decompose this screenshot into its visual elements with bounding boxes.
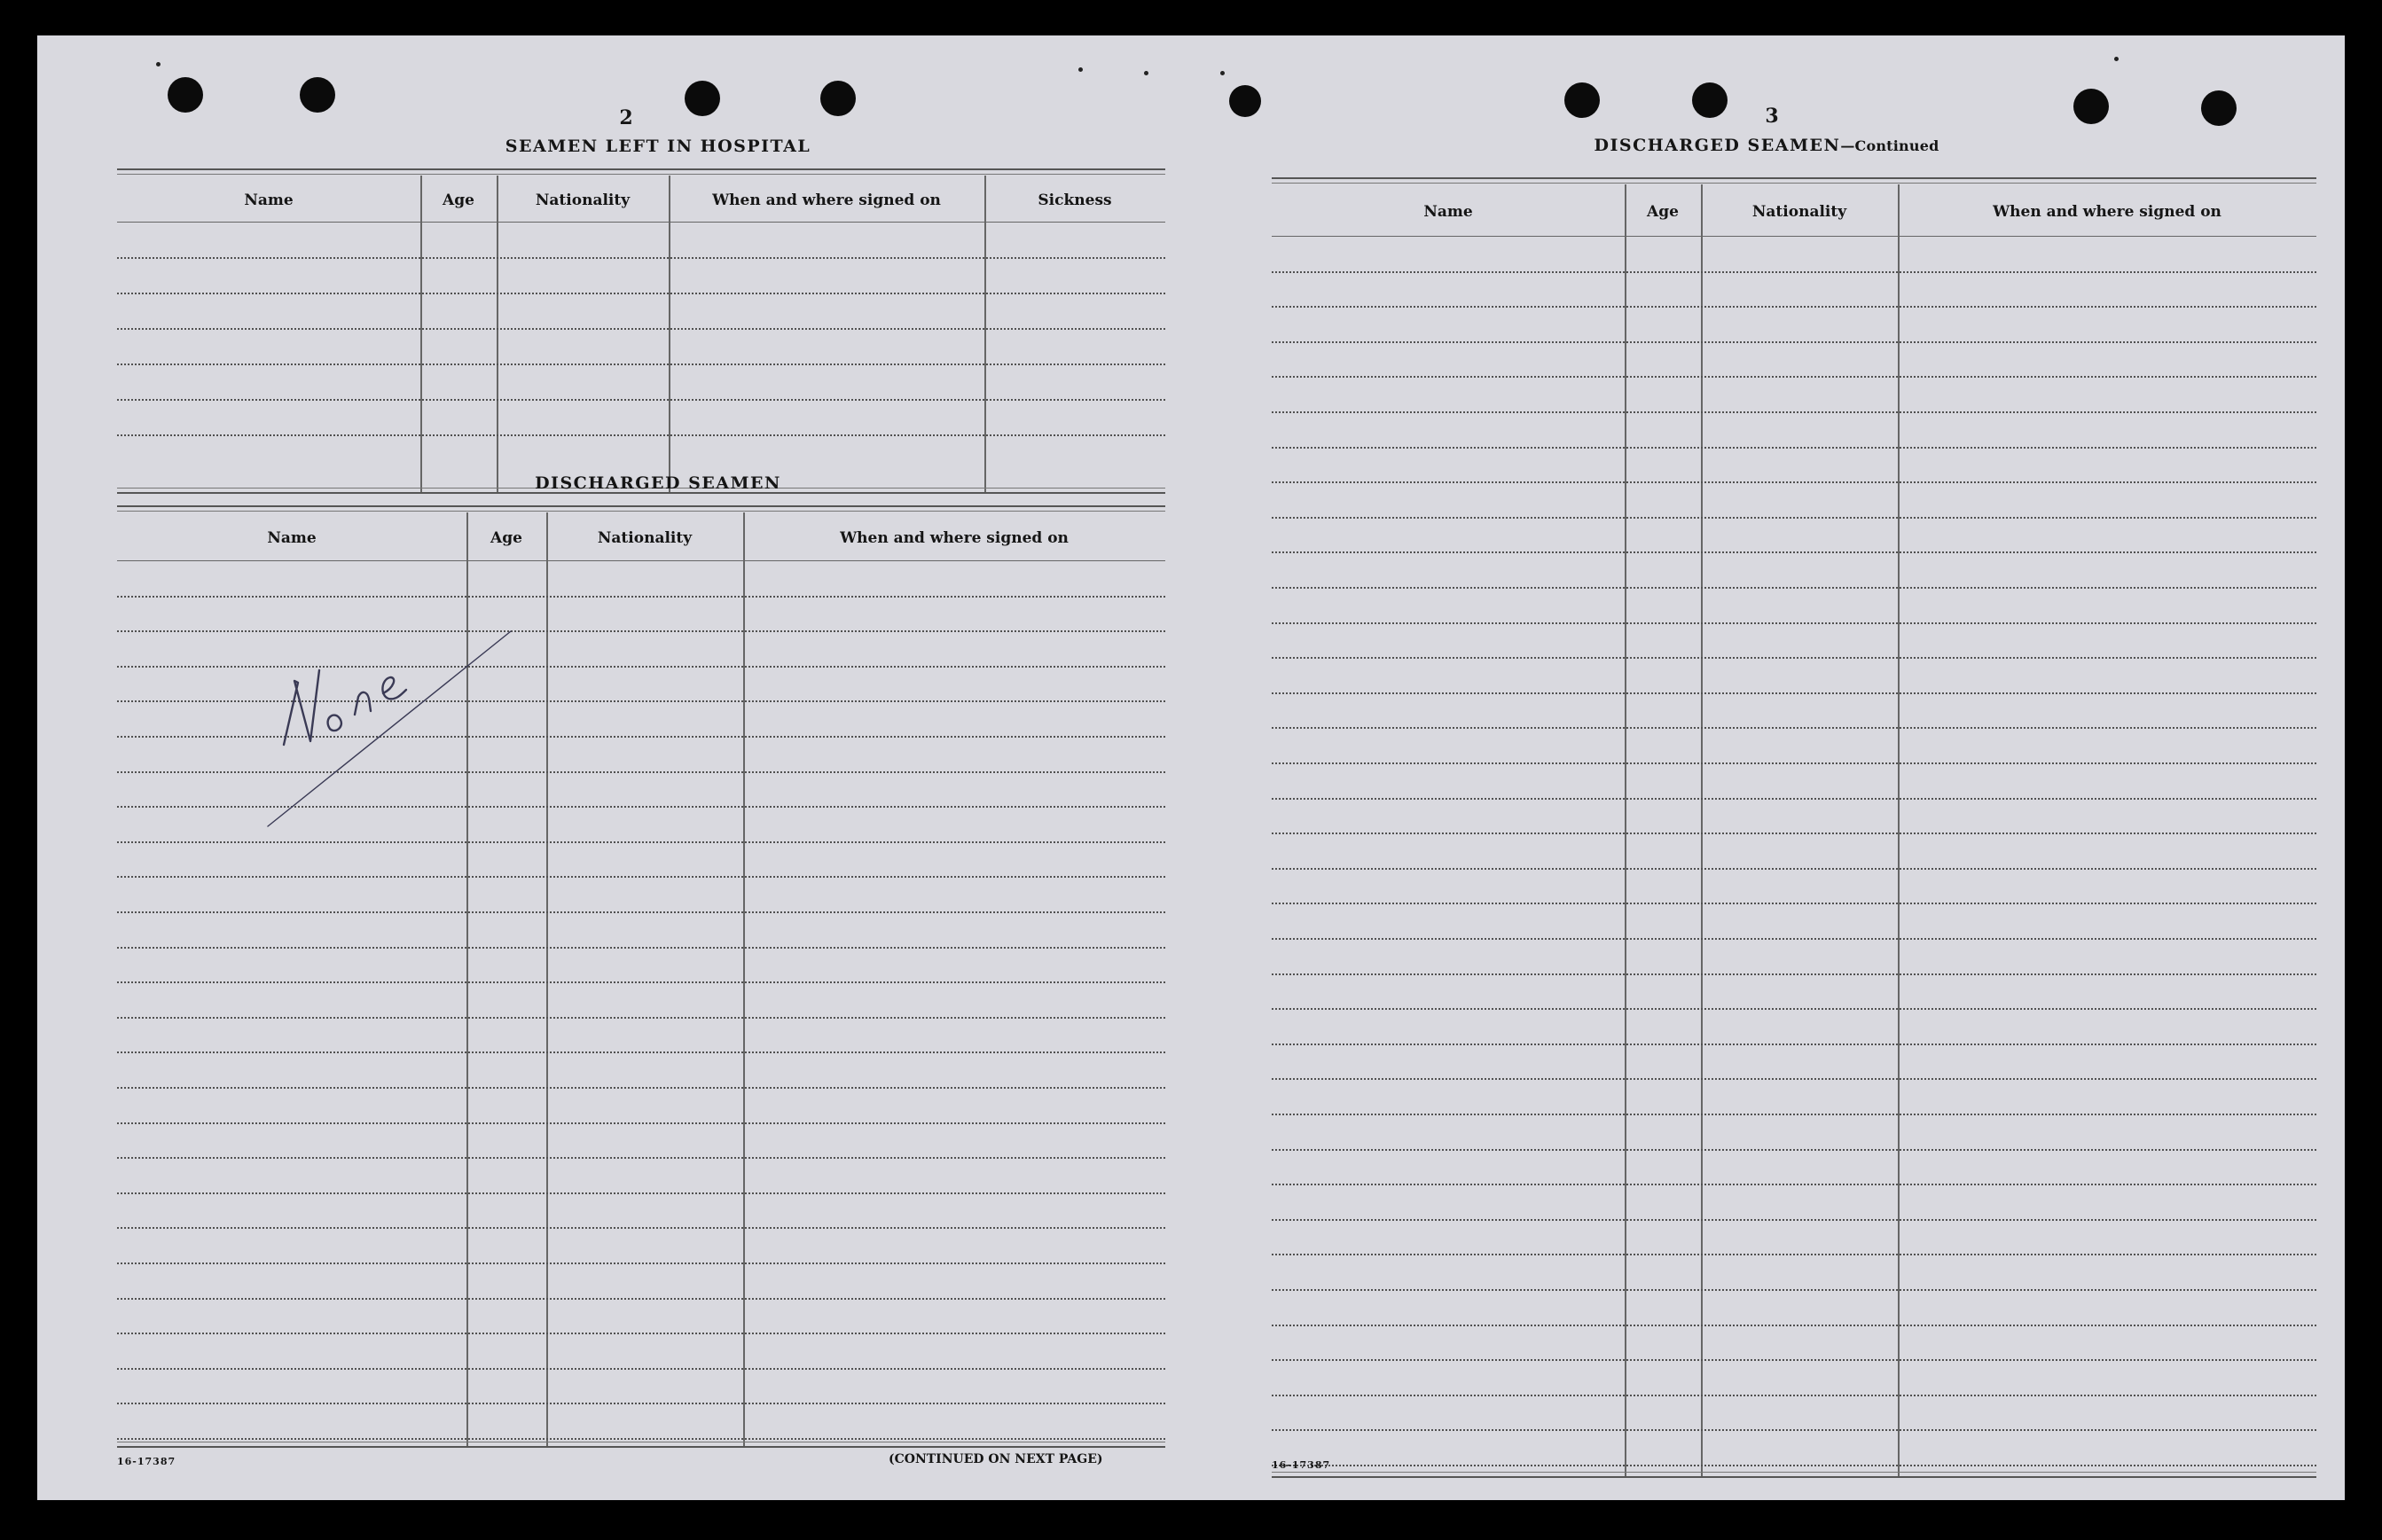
table-row bbox=[1272, 1114, 2316, 1115]
table-bottom-rule bbox=[1272, 1472, 2316, 1478]
table-row bbox=[117, 1368, 1165, 1370]
table-row bbox=[117, 876, 1165, 878]
table-row bbox=[1272, 1254, 2316, 1255]
column-divider bbox=[420, 176, 422, 493]
table-top-rule bbox=[117, 505, 1165, 512]
table-row bbox=[117, 981, 1165, 983]
speck bbox=[1144, 71, 1148, 75]
table-row bbox=[117, 1227, 1165, 1229]
table-row bbox=[1272, 622, 2316, 624]
form-number-right: 16-17387 bbox=[1272, 1459, 1331, 1471]
table-row bbox=[1272, 481, 2316, 483]
column-header: Name bbox=[1423, 203, 1473, 221]
punch-hole bbox=[2201, 90, 2237, 126]
table-row bbox=[117, 1298, 1165, 1300]
hospital-table bbox=[117, 168, 1165, 493]
table-row bbox=[1272, 587, 2316, 589]
table-top-rule bbox=[117, 168, 1165, 175]
table-row bbox=[1272, 1289, 2316, 1291]
punch-hole bbox=[820, 81, 856, 116]
column-header: Age bbox=[490, 529, 522, 547]
table-row bbox=[1272, 762, 2316, 764]
punch-hole bbox=[2073, 89, 2109, 124]
page-number-right: 3 bbox=[1765, 105, 1779, 128]
page-number-left: 2 bbox=[619, 106, 633, 129]
column-header: Name bbox=[267, 529, 317, 547]
column-divider bbox=[1625, 184, 1626, 1477]
table-row bbox=[1272, 1395, 2316, 1396]
table-row bbox=[1272, 1219, 2316, 1221]
table-row bbox=[1272, 833, 2316, 834]
table-row bbox=[1272, 341, 2316, 343]
column-divider bbox=[1701, 184, 1703, 1477]
speck bbox=[2114, 57, 2119, 61]
table-row bbox=[1272, 1429, 2316, 1431]
table-row bbox=[1272, 727, 2316, 729]
table-row bbox=[117, 257, 1165, 259]
punch-hole bbox=[685, 81, 720, 116]
table-row bbox=[1272, 447, 2316, 449]
speck bbox=[1220, 71, 1225, 75]
form-sheet bbox=[37, 35, 2345, 1500]
table-row bbox=[117, 1087, 1165, 1089]
column-header: When and where signed on bbox=[840, 529, 1069, 547]
table-row bbox=[117, 947, 1165, 949]
discharged-section-title: DISCHARGED SEAMEN bbox=[535, 473, 781, 493]
table-row bbox=[1272, 1044, 2316, 1045]
table-row bbox=[1272, 1008, 2316, 1010]
table-row bbox=[117, 434, 1165, 436]
table-row bbox=[1272, 868, 2316, 870]
column-divider bbox=[669, 176, 670, 493]
punch-hole bbox=[300, 77, 335, 113]
table-row bbox=[117, 293, 1165, 294]
table-row bbox=[117, 911, 1165, 913]
table-row bbox=[1272, 1078, 2316, 1080]
header-underline bbox=[117, 560, 1165, 561]
table-row bbox=[1272, 903, 2316, 904]
table-top-rule bbox=[1272, 177, 2316, 184]
table-row bbox=[1272, 1359, 2316, 1361]
speck bbox=[156, 62, 161, 66]
table-row bbox=[117, 1051, 1165, 1053]
right-section-title bbox=[1501, 136, 2033, 155]
punch-hole bbox=[168, 77, 203, 113]
column-header: Name bbox=[244, 192, 294, 209]
header-underline bbox=[1272, 236, 2316, 237]
table-row bbox=[1272, 973, 2316, 975]
continued-note: (CONTINUED ON NEXT PAGE) bbox=[889, 1452, 1103, 1466]
table-row bbox=[117, 328, 1165, 330]
table-row bbox=[1272, 1325, 2316, 1326]
table-row bbox=[117, 1192, 1165, 1194]
hospital-section-title: SEAMEN LEFT IN HOSPITAL bbox=[505, 137, 811, 156]
handwritten-none-signature bbox=[206, 585, 525, 842]
table-row bbox=[117, 1403, 1165, 1404]
table-row bbox=[1272, 1184, 2316, 1185]
column-divider bbox=[497, 176, 498, 493]
punch-hole bbox=[1692, 82, 1728, 118]
table-row bbox=[117, 1157, 1165, 1159]
column-header: When and where signed on bbox=[712, 192, 941, 209]
punch-hole bbox=[1564, 82, 1600, 118]
speck bbox=[1078, 67, 1083, 72]
table-row bbox=[117, 1438, 1165, 1440]
punch-hole bbox=[1229, 85, 1261, 117]
header-underline bbox=[117, 222, 1165, 223]
table-row bbox=[1272, 657, 2316, 659]
table-row bbox=[1272, 692, 2316, 694]
table-row bbox=[1272, 376, 2316, 378]
table-row bbox=[117, 1122, 1165, 1124]
table-row bbox=[117, 399, 1165, 401]
table-row bbox=[117, 1262, 1165, 1264]
column-header: Age bbox=[443, 192, 474, 209]
column-divider bbox=[1898, 184, 1900, 1477]
table-row bbox=[117, 364, 1165, 365]
table-row bbox=[1272, 271, 2316, 273]
table-row bbox=[1272, 306, 2316, 308]
column-header: Nationality bbox=[597, 529, 693, 547]
table-row bbox=[1272, 938, 2316, 940]
column-header: Age bbox=[1647, 203, 1679, 221]
right-section-title-text: DISCHARGED SEAMEN bbox=[1594, 136, 1841, 155]
discharged-continued-table bbox=[1272, 177, 2316, 1477]
column-divider bbox=[743, 512, 745, 1447]
column-divider bbox=[984, 176, 986, 493]
right-section-title-suffix: —Continued bbox=[1840, 137, 1939, 154]
column-header: Nationality bbox=[535, 192, 631, 209]
column-divider bbox=[546, 512, 548, 1447]
table-row bbox=[117, 1017, 1165, 1019]
table-row bbox=[1272, 1149, 2316, 1151]
form-number-left: 16-17387 bbox=[117, 1456, 176, 1467]
table-row bbox=[1272, 551, 2316, 553]
table-bottom-rule bbox=[117, 1442, 1165, 1448]
column-header: When and where signed on bbox=[1993, 203, 2221, 221]
table-row bbox=[1272, 517, 2316, 519]
table-row bbox=[1272, 798, 2316, 800]
table-row bbox=[1272, 411, 2316, 413]
column-header: Sickness bbox=[1038, 192, 1112, 209]
table-row bbox=[117, 1333, 1165, 1334]
table-row bbox=[1272, 1465, 2316, 1466]
column-header: Nationality bbox=[1751, 203, 1847, 221]
